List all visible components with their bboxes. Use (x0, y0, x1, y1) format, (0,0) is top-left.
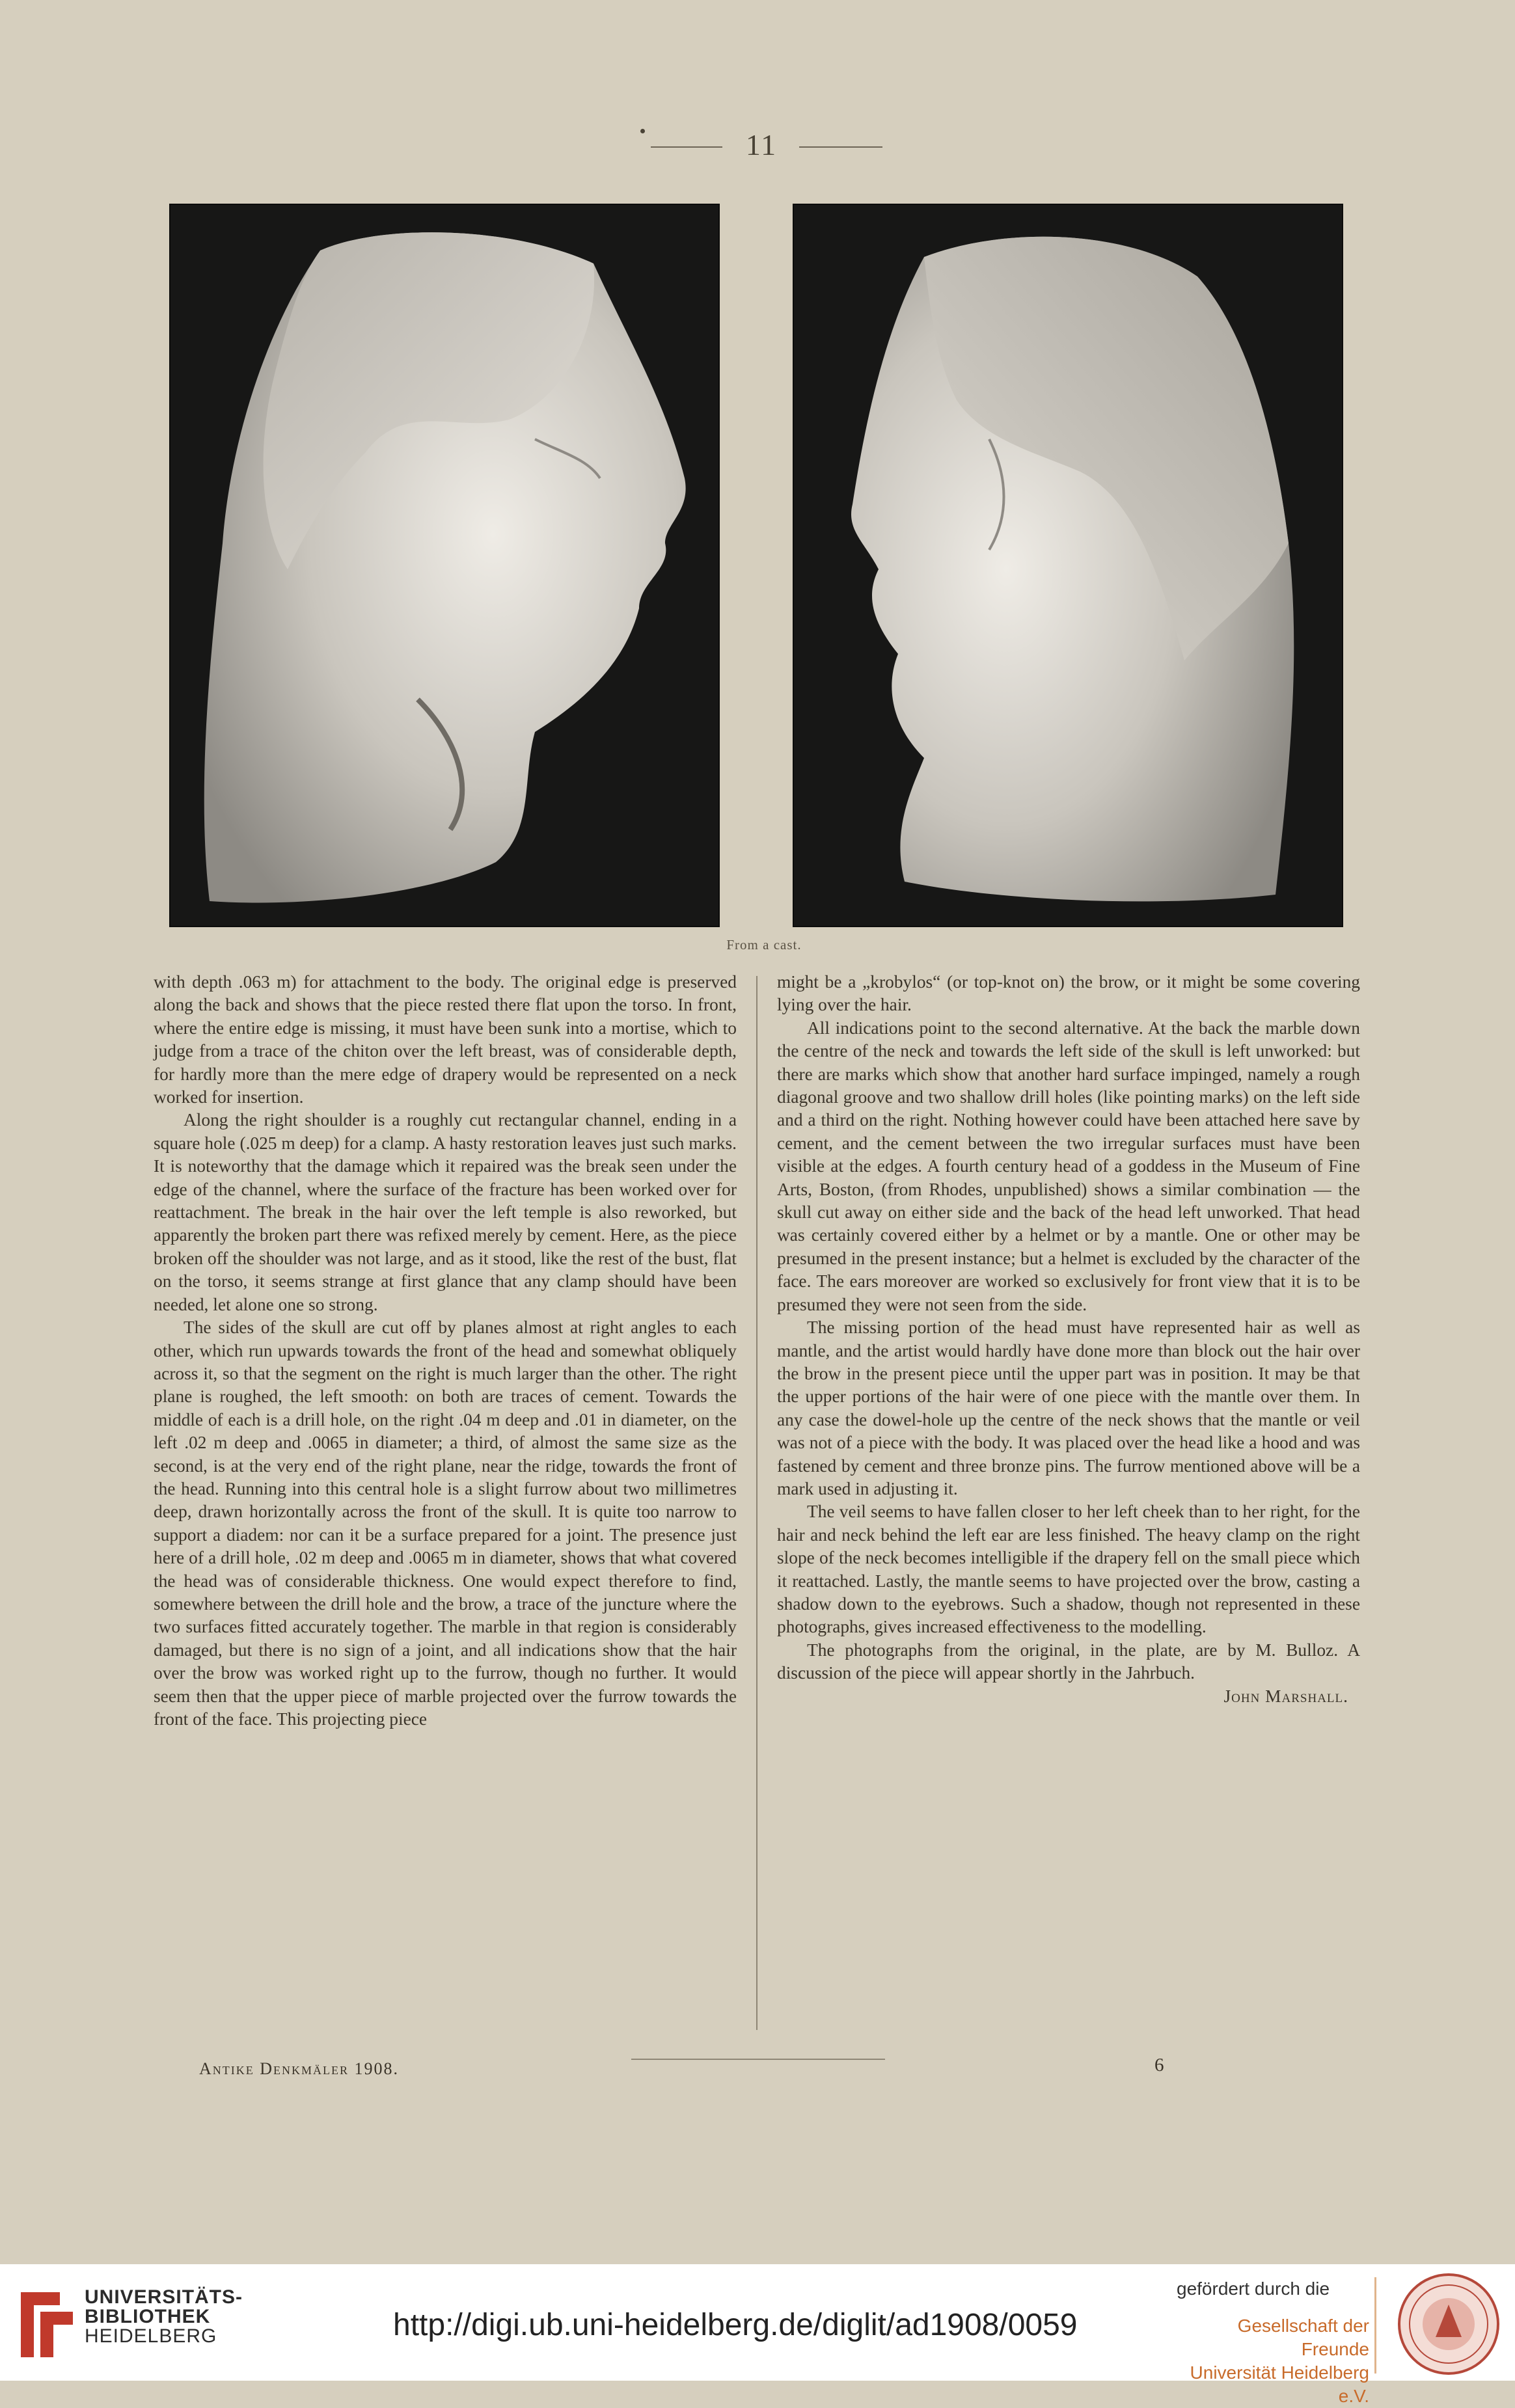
journal-footer: Antike Denkmäler 1908. (199, 2059, 400, 2078)
paragraph: might be a „krobylos“ (or top-knot on) the brow, or it might be some covering lying over the hair. (777, 972, 1360, 1015)
text-column-right (777, 971, 1360, 1708)
digitization-banner (0, 2264, 1515, 2406)
permalink-url[interactable]: http://digi.ub.uni-heidelberg.de/diglit/ad1908/0059 (393, 2308, 1078, 2342)
university-seal-icon (1397, 2272, 1501, 2376)
paragraph: The photographs from the original, in the plate, are by M. Bulloz. A discussion of the piece will appear shortly in the Jahrbuch. (777, 1640, 1360, 1683)
library-name-line2: BIBLIOTHEK (85, 2306, 211, 2327)
photo-right-image (794, 205, 1342, 926)
sponsor-name-line1: Gesellschaft der Freunde (1237, 2316, 1369, 2359)
paragraph: The sides of the skull are cut off by planes almost at right angles to each other, which run upwards towards the front of the head and somewhat obliquely across it, so that the segment on the right is much larger than the other. The right plane is roughed, the left smooth: on both are traces of cement. Towards the middle of each is a drill hole, on the right .04 m deep and .01 in diameter, on the left .02 m deep and .0065 in diameter; a third, of almost the same size as the second, is at the very end of the right plane, near the ridge, towards the front of the head. Running into this central hole is a slight furrow about two millimetres deep, drawn horizontally across the front of the skull. It is quite too narrow to support a diadem: nor can it be a surface prepared for a joint. The presence just here of a drill hole, .02 m deep and .0065 m in diameter, shows that what covered the head was of considerable thickness. One would expect therefore to find, somewhere between the drill hole and the brow, a trace of the juncture where the two surfaces fitted accurately together. The marble in that region is considerably damaged, but there is no sign of a joint, and all indications show that the hair over the brow was worked right up to the furrow, though no further. It would seem then that the upper piece of marble projected over the furrow towards the front of the face. This projecting piece (154, 1318, 737, 1729)
figure-caption: From a cast. (726, 937, 802, 953)
page-number: 11 (745, 128, 778, 161)
header-rule-right (799, 146, 882, 148)
paragraph: The veil seems to have fallen closer to her left cheek than to her right, for the hair and neck behind the left ear are less finished. The heavy clamp on the right slope of the neck becomes intelligible if the drapery fell on the small piece which it reattached. Lastly, the mantle seems to have projected over the brow, casting a shadow down to the eyebrows. Such a shadow, though not represented in these photographs, gives increased effectiveness to the modelling. (777, 1502, 1360, 1637)
sponsor-divider (1374, 2277, 1376, 2374)
library-name (85, 2288, 243, 2346)
sponsor-name[interactable] (1181, 2314, 1369, 2408)
photo-left-profile (169, 204, 720, 927)
signature-mark: 6 (1154, 2055, 1164, 2076)
paragraph: The missing portion of the head must have represented hair as well as mantle, and the artist would hardly have done more than block out the hair over the brow in the present piece until the upper part was in position. It may be that the upper portions of the hair were of one piece with the mantle over them. In any case the dowel-hole up the centre of the neck shows that the mantle or veil was not of a piece with the body. It was placed over the head like a hood and was fastened by cement and three bronze pins. The furrow mentioned above will be a mark used in adjusting it. (777, 1318, 1360, 1498)
column-divider (756, 976, 758, 2030)
photo-left-image (171, 205, 718, 926)
paragraph: Along the right shoulder is a roughly cut rectangular channel, ending in a square hole (.025 m deep) for a clamp. A hasty restoration leaves just such marks. It is noteworthy that the damage which it repaired was the break seen under the edge of the channel, where the surface of the fracture has been worked over for reattachment. The break in the hair over the left temple is also reworked, but apparently the broken part there was refixed merely by cement. Here, as the piece broken off the shoulder was not large, and as it stood, like the rest of the bust, flat on the torso, it seems strange at first glance that any clamp should have been needed, let alone one so strong. (154, 1110, 737, 1314)
header-dot (640, 129, 645, 133)
paragraph: All indications point to the second alternative. At the back the marble down the centre of the neck and towards the left side of the skull is left unworked: but there are marks which show that another hard surface impinged, namely a rough diagonal groove and two shallow drill holes (like pointing marks) on the left side and a third on the right. Nothing however could have been attached here save by cement, and the cement between the two irregular surfaces must have been visible at the edges. A fourth century head of a goddess in the Museum of Fine Arts, Boston, (from Rhodes, unpublished) shows a similar combination — the skull cut away on either side and the back of the head left unworked. That head was certainly covered either by a helmet or by a mantle. One or other may be presumed in the present instance; but a helmet is excluded by the character of the face. The ears moreover are worked so exclusively for front view that it is to be presumed they were not seen from the side. (777, 1018, 1360, 1314)
sponsor-name-line2: Universität Heidelberg e.V. (1190, 2362, 1369, 2406)
photo-right-profile (793, 204, 1343, 927)
author-signature: John Marshall. (1223, 1686, 1348, 1706)
paragraph: with depth .063 m) for attachment to the body. The original edge is preserved along the back and shows that the piece rested there flat upon the torso. In front, where the entire edge is missing, it must have been sunk into a mortise, which to judge from a trace of the chiton over the left breast, was of considerable depth, for hardly more than the mere edge of drapery would be represented on a neck worked for insertion. (154, 972, 737, 1107)
library-name-line3: HEIDELBERG (85, 2325, 217, 2347)
university-library-logo-icon (14, 2286, 77, 2364)
library-name-line1: UNIVERSITÄTS- (85, 2286, 243, 2308)
sponsor-label: gefördert durch die (1177, 2279, 1330, 2299)
footer-rule (631, 2059, 885, 2060)
text-column-left (154, 971, 737, 1731)
